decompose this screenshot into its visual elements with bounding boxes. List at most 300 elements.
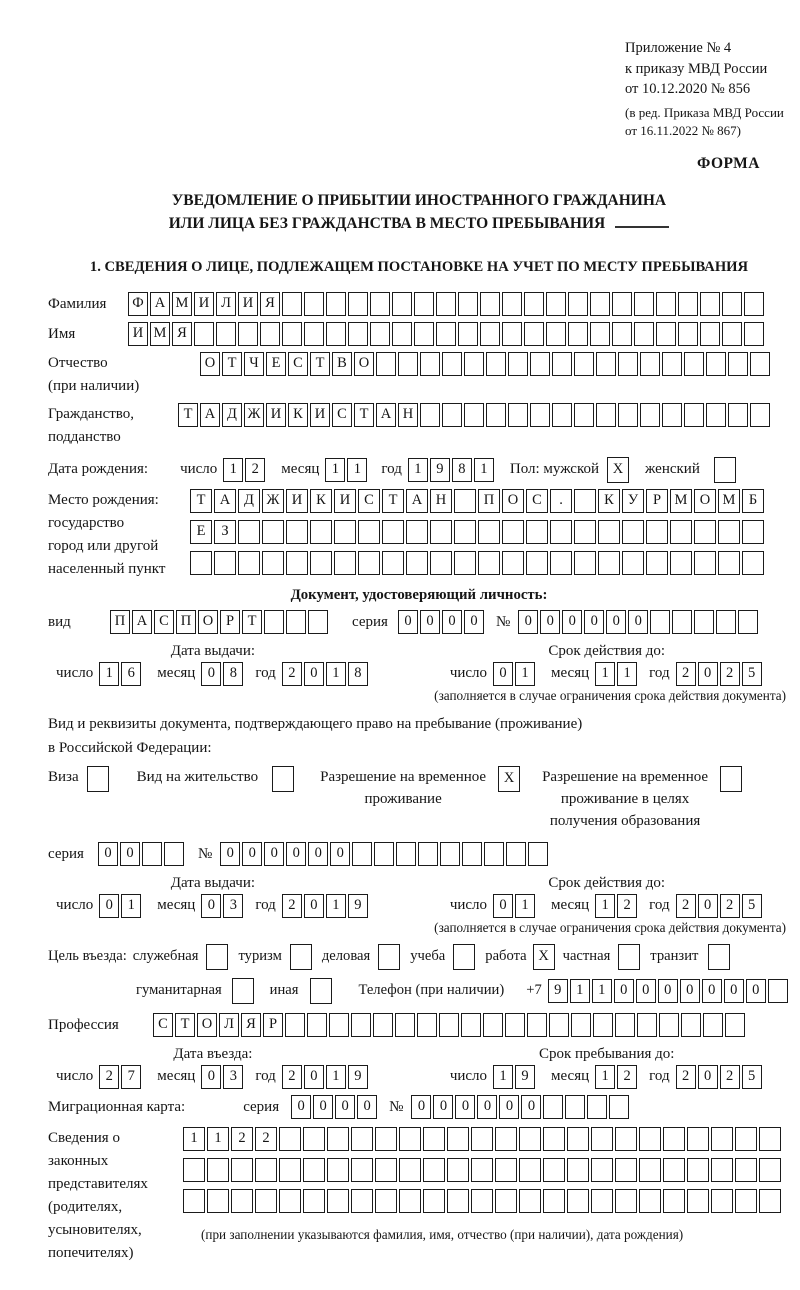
form-cell[interactable] (303, 1127, 325, 1151)
form-cell[interactable]: И (266, 403, 286, 427)
form-cell[interactable]: 8 (452, 458, 472, 482)
form-cell[interactable] (591, 1127, 613, 1151)
form-cell[interactable] (370, 292, 390, 316)
form-cell[interactable]: 0 (493, 894, 513, 918)
form-cell[interactable]: 9 (348, 894, 368, 918)
form-cell[interactable]: 0 (304, 662, 324, 686)
form-cell[interactable]: 0 (242, 842, 262, 866)
form-cell[interactable]: 0 (98, 842, 118, 866)
form-cell[interactable]: К (598, 489, 620, 513)
form-cell[interactable] (392, 292, 412, 316)
form-cell[interactable] (308, 610, 328, 634)
form-cell[interactable] (216, 322, 236, 346)
form-cell[interactable]: 2 (720, 662, 740, 686)
form-cell[interactable] (694, 551, 716, 575)
form-cell[interactable]: 2 (720, 1065, 740, 1089)
form-cell[interactable] (530, 352, 550, 376)
form-cell[interactable] (711, 1158, 733, 1182)
form-cell[interactable] (615, 1189, 637, 1213)
form-cell[interactable] (478, 551, 500, 575)
form-cell[interactable]: О (197, 1013, 217, 1037)
form-cell[interactable] (454, 520, 476, 544)
form-cell[interactable] (370, 322, 390, 346)
form-cell[interactable]: 0 (304, 894, 324, 918)
form-cell[interactable] (571, 1013, 591, 1037)
form-cell[interactable] (618, 403, 638, 427)
form-cell[interactable] (590, 292, 610, 316)
form-cell[interactable] (286, 551, 308, 575)
form-cell[interactable] (546, 322, 566, 346)
form-cell[interactable]: 0 (702, 979, 722, 1003)
form-cell[interactable] (279, 1189, 301, 1213)
form-cell[interactable]: С (154, 610, 174, 634)
form-cell[interactable] (519, 1189, 541, 1213)
form-cell[interactable]: 0 (493, 662, 513, 686)
form-cell[interactable]: У (622, 489, 644, 513)
form-cell[interactable]: 0 (411, 1095, 431, 1119)
form-cell[interactable]: 0 (308, 842, 328, 866)
form-cell[interactable] (352, 842, 372, 866)
form-cell[interactable]: С (288, 352, 308, 376)
form-cell[interactable] (759, 1127, 781, 1151)
form-cell[interactable] (574, 403, 594, 427)
form-cell[interactable] (483, 1013, 503, 1037)
purpose-transit-checkbox[interactable] (708, 944, 730, 970)
form-cell[interactable] (639, 1127, 661, 1151)
form-cell[interactable] (238, 551, 260, 575)
form-cell[interactable]: 3 (223, 894, 243, 918)
form-cell[interactable] (279, 1127, 301, 1151)
form-cell[interactable] (759, 1158, 781, 1182)
form-cell[interactable] (687, 1189, 709, 1213)
form-cell[interactable] (519, 1158, 541, 1182)
form-cell[interactable] (480, 292, 500, 316)
purpose-study-checkbox[interactable] (453, 944, 475, 970)
form-cell[interactable] (505, 1013, 525, 1037)
form-cell[interactable] (663, 1158, 685, 1182)
form-cell[interactable] (164, 842, 184, 866)
form-cell[interactable] (703, 1013, 723, 1037)
form-cell[interactable]: 0 (518, 610, 538, 634)
form-cell[interactable] (304, 292, 324, 316)
form-cell[interactable] (462, 842, 482, 866)
form-cell[interactable] (406, 551, 428, 575)
form-cell[interactable]: А (132, 610, 152, 634)
form-cell[interactable]: 0 (313, 1095, 333, 1119)
form-cell[interactable]: 2 (282, 662, 302, 686)
form-cell[interactable] (640, 403, 660, 427)
form-cell[interactable] (282, 322, 302, 346)
form-cell[interactable] (260, 322, 280, 346)
form-cell[interactable] (615, 1013, 635, 1037)
form-cell[interactable] (546, 292, 566, 316)
form-cell[interactable]: 0 (636, 979, 656, 1003)
form-cell[interactable]: М (150, 322, 170, 346)
form-cell[interactable] (574, 489, 596, 513)
form-cell[interactable]: 5 (742, 894, 762, 918)
form-cell[interactable] (550, 520, 572, 544)
form-cell[interactable] (142, 842, 162, 866)
form-cell[interactable] (725, 1013, 745, 1037)
form-cell[interactable]: 0 (264, 842, 284, 866)
form-cell[interactable]: 1 (183, 1127, 205, 1151)
form-cell[interactable] (678, 292, 698, 316)
form-cell[interactable] (759, 1189, 781, 1213)
form-cell[interactable] (735, 1189, 757, 1213)
form-cell[interactable] (526, 520, 548, 544)
form-cell[interactable] (442, 403, 462, 427)
title-blank-line[interactable] (615, 212, 669, 228)
form-cell[interactable] (543, 1127, 565, 1151)
form-cell[interactable]: О (200, 352, 220, 376)
form-cell[interactable]: 0 (477, 1095, 497, 1119)
form-cell[interactable] (728, 352, 748, 376)
form-cell[interactable]: 2 (245, 458, 265, 482)
form-cell[interactable] (639, 1158, 661, 1182)
form-cell[interactable] (681, 1013, 701, 1037)
form-cell[interactable]: Т (310, 352, 330, 376)
form-cell[interactable] (700, 292, 720, 316)
form-cell[interactable] (351, 1127, 373, 1151)
form-cell[interactable]: 0 (201, 894, 221, 918)
form-cell[interactable] (549, 1013, 569, 1037)
form-cell[interactable] (543, 1189, 565, 1213)
form-cell[interactable]: О (198, 610, 218, 634)
form-cell[interactable]: И (286, 489, 308, 513)
form-cell[interactable] (327, 1189, 349, 1213)
form-cell[interactable]: 1 (595, 894, 615, 918)
form-cell[interactable] (670, 551, 692, 575)
form-cell[interactable] (646, 520, 668, 544)
form-cell[interactable]: 0 (433, 1095, 453, 1119)
form-cell[interactable] (728, 403, 748, 427)
form-cell[interactable]: 5 (742, 1065, 762, 1089)
form-cell[interactable] (238, 322, 258, 346)
form-cell[interactable] (565, 1095, 585, 1119)
form-cell[interactable]: 0 (614, 979, 634, 1003)
form-cell[interactable] (574, 520, 596, 544)
form-cell[interactable] (637, 1013, 657, 1037)
form-cell[interactable]: С (153, 1013, 173, 1037)
form-cell[interactable]: 1 (207, 1127, 229, 1151)
form-cell[interactable]: И (194, 292, 214, 316)
form-cell[interactable] (310, 551, 332, 575)
form-cell[interactable] (461, 1013, 481, 1037)
form-cell[interactable] (615, 1127, 637, 1151)
form-cell[interactable] (574, 352, 594, 376)
form-cell[interactable] (207, 1189, 229, 1213)
form-cell[interactable]: И (310, 403, 330, 427)
form-cell[interactable] (552, 352, 572, 376)
form-cell[interactable] (615, 1158, 637, 1182)
form-cell[interactable]: 2 (282, 1065, 302, 1089)
form-cell[interactable] (646, 551, 668, 575)
form-cell[interactable] (694, 520, 716, 544)
form-cell[interactable] (406, 520, 428, 544)
form-cell[interactable] (382, 551, 404, 575)
form-cell[interactable]: Т (175, 1013, 195, 1037)
form-cell[interactable]: Д (238, 489, 260, 513)
form-cell[interactable]: А (214, 489, 236, 513)
form-cell[interactable]: П (176, 610, 196, 634)
purpose-official-checkbox[interactable] (206, 944, 228, 970)
form-cell[interactable]: 2 (282, 894, 302, 918)
form-cell[interactable]: И (238, 292, 258, 316)
form-cell[interactable]: 2 (617, 1065, 637, 1089)
form-cell[interactable] (348, 292, 368, 316)
form-cell[interactable]: О (354, 352, 374, 376)
residence-permit-checkbox[interactable] (272, 766, 294, 792)
form-cell[interactable] (375, 1127, 397, 1151)
form-cell[interactable]: Р (263, 1013, 283, 1037)
form-cell[interactable] (414, 292, 434, 316)
form-cell[interactable] (750, 403, 770, 427)
form-cell[interactable] (310, 520, 332, 544)
form-cell[interactable] (591, 1189, 613, 1213)
form-cell[interactable]: 1 (347, 458, 367, 482)
form-cell[interactable] (183, 1158, 205, 1182)
form-cell[interactable]: Ж (262, 489, 284, 513)
form-cell[interactable] (768, 979, 788, 1003)
form-cell[interactable] (392, 322, 412, 346)
form-cell[interactable] (264, 610, 284, 634)
form-cell[interactable]: 1 (223, 458, 243, 482)
form-cell[interactable] (718, 551, 740, 575)
form-cell[interactable] (618, 352, 638, 376)
form-cell[interactable] (454, 489, 476, 513)
form-cell[interactable] (634, 322, 654, 346)
form-cell[interactable] (375, 1158, 397, 1182)
form-cell[interactable] (722, 292, 742, 316)
form-cell[interactable] (358, 520, 380, 544)
form-cell[interactable] (684, 352, 704, 376)
form-cell[interactable]: 9 (430, 458, 450, 482)
form-cell[interactable]: А (200, 403, 220, 427)
form-cell[interactable] (662, 403, 682, 427)
form-cell[interactable]: 0 (521, 1095, 541, 1119)
form-cell[interactable] (663, 1127, 685, 1151)
form-cell[interactable]: Н (430, 489, 452, 513)
form-cell[interactable] (524, 292, 544, 316)
form-cell[interactable] (262, 551, 284, 575)
form-cell[interactable] (706, 403, 726, 427)
form-cell[interactable] (303, 1158, 325, 1182)
form-cell[interactable] (375, 1189, 397, 1213)
form-cell[interactable]: 0 (698, 894, 718, 918)
form-cell[interactable]: Т (190, 489, 212, 513)
form-cell[interactable]: 1 (326, 1065, 346, 1089)
form-cell[interactable] (591, 1158, 613, 1182)
form-cell[interactable] (596, 403, 616, 427)
form-cell[interactable]: Я (260, 292, 280, 316)
form-cell[interactable]: К (310, 489, 332, 513)
form-cell[interactable]: 0 (286, 842, 306, 866)
form-cell[interactable] (326, 292, 346, 316)
form-cell[interactable]: 2 (676, 894, 696, 918)
form-cell[interactable] (656, 292, 676, 316)
form-cell[interactable]: 0 (455, 1095, 475, 1119)
form-cell[interactable] (420, 403, 440, 427)
form-cell[interactable]: 1 (326, 894, 346, 918)
form-cell[interactable] (640, 352, 660, 376)
form-cell[interactable]: 1 (515, 662, 535, 686)
form-cell[interactable] (508, 352, 528, 376)
form-cell[interactable] (440, 842, 460, 866)
form-cell[interactable] (399, 1158, 421, 1182)
form-cell[interactable] (382, 520, 404, 544)
form-cell[interactable] (471, 1127, 493, 1151)
form-cell[interactable]: 0 (398, 610, 418, 634)
form-cell[interactable]: Р (646, 489, 668, 513)
form-cell[interactable]: 3 (223, 1065, 243, 1089)
form-cell[interactable] (471, 1189, 493, 1213)
form-cell[interactable] (552, 403, 572, 427)
form-cell[interactable]: Я (241, 1013, 261, 1037)
form-cell[interactable]: 0 (540, 610, 560, 634)
form-cell[interactable] (506, 842, 526, 866)
form-cell[interactable]: Т (354, 403, 374, 427)
form-cell[interactable] (480, 322, 500, 346)
form-cell[interactable]: В (332, 352, 352, 376)
form-cell[interactable] (508, 403, 528, 427)
form-cell[interactable] (750, 352, 770, 376)
form-cell[interactable] (471, 1158, 493, 1182)
form-cell[interactable]: 0 (746, 979, 766, 1003)
form-cell[interactable] (700, 322, 720, 346)
form-cell[interactable] (326, 322, 346, 346)
form-cell[interactable]: М (670, 489, 692, 513)
purpose-humanitarian-checkbox[interactable] (232, 978, 254, 1004)
form-cell[interactable] (423, 1158, 445, 1182)
form-cell[interactable] (744, 292, 764, 316)
form-cell[interactable]: 0 (584, 610, 604, 634)
form-cell[interactable]: Л (219, 1013, 239, 1037)
form-cell[interactable]: Б (742, 489, 764, 513)
form-cell[interactable] (530, 403, 550, 427)
form-cell[interactable] (418, 842, 438, 866)
form-cell[interactable] (587, 1095, 607, 1119)
form-cell[interactable] (238, 520, 260, 544)
form-cell[interactable] (612, 292, 632, 316)
form-cell[interactable]: З (214, 520, 236, 544)
form-cell[interactable]: И (334, 489, 356, 513)
form-cell[interactable]: 2 (255, 1127, 277, 1151)
form-cell[interactable]: 1 (570, 979, 590, 1003)
form-cell[interactable] (687, 1158, 709, 1182)
form-cell[interactable] (399, 1189, 421, 1213)
form-cell[interactable]: 9 (348, 1065, 368, 1089)
form-cell[interactable]: 0 (357, 1095, 377, 1119)
form-cell[interactable] (436, 322, 456, 346)
form-cell[interactable]: 0 (99, 894, 119, 918)
form-cell[interactable] (231, 1158, 253, 1182)
form-cell[interactable]: С (358, 489, 380, 513)
form-cell[interactable] (417, 1013, 437, 1037)
form-cell[interactable]: 0 (442, 610, 462, 634)
form-cell[interactable] (207, 1158, 229, 1182)
form-cell[interactable]: Т (222, 352, 242, 376)
form-cell[interactable] (395, 1013, 415, 1037)
form-cell[interactable] (396, 842, 416, 866)
form-cell[interactable] (526, 551, 548, 575)
form-cell[interactable] (358, 551, 380, 575)
form-cell[interactable] (458, 292, 478, 316)
form-cell[interactable] (735, 1158, 757, 1182)
form-cell[interactable]: 0 (698, 1065, 718, 1089)
form-cell[interactable]: 0 (335, 1095, 355, 1119)
form-cell[interactable] (744, 322, 764, 346)
form-cell[interactable]: 0 (628, 610, 648, 634)
form-cell[interactable] (568, 292, 588, 316)
form-cell[interactable]: 0 (606, 610, 626, 634)
form-cell[interactable] (718, 520, 740, 544)
form-cell[interactable] (694, 610, 714, 634)
form-cell[interactable]: 1 (325, 458, 345, 482)
form-cell[interactable]: П (478, 489, 500, 513)
form-cell[interactable]: 0 (201, 662, 221, 686)
form-cell[interactable] (231, 1189, 253, 1213)
form-cell[interactable] (327, 1127, 349, 1151)
form-cell[interactable] (596, 352, 616, 376)
form-cell[interactable] (519, 1127, 541, 1151)
form-cell[interactable]: 8 (348, 662, 368, 686)
visa-checkbox[interactable] (87, 766, 109, 792)
form-cell[interactable] (678, 322, 698, 346)
form-cell[interactable]: Т (178, 403, 198, 427)
form-cell[interactable] (436, 292, 456, 316)
form-cell[interactable] (430, 551, 452, 575)
form-cell[interactable]: 2 (676, 1065, 696, 1089)
form-cell[interactable] (567, 1158, 589, 1182)
form-cell[interactable] (464, 403, 484, 427)
form-cell[interactable]: 0 (330, 842, 350, 866)
form-cell[interactable]: 2 (720, 894, 740, 918)
form-cell[interactable]: Л (216, 292, 236, 316)
form-cell[interactable]: 0 (680, 979, 700, 1003)
form-cell[interactable] (738, 610, 758, 634)
form-cell[interactable] (282, 292, 302, 316)
form-cell[interactable]: 1 (595, 662, 615, 686)
form-cell[interactable] (279, 1158, 301, 1182)
form-cell[interactable] (374, 842, 394, 866)
form-cell[interactable] (659, 1013, 679, 1037)
form-cell[interactable] (590, 322, 610, 346)
form-cell[interactable]: 0 (420, 610, 440, 634)
form-cell[interactable]: 1 (592, 979, 612, 1003)
purpose-work-checkbox[interactable]: X (533, 944, 555, 970)
form-cell[interactable]: С (526, 489, 548, 513)
form-cell[interactable] (351, 1013, 371, 1037)
form-cell[interactable]: 6 (121, 662, 141, 686)
form-cell[interactable]: 2 (231, 1127, 253, 1151)
form-cell[interactable] (190, 551, 212, 575)
form-cell[interactable] (329, 1013, 349, 1037)
form-cell[interactable]: М (172, 292, 192, 316)
purpose-tourism-checkbox[interactable] (290, 944, 312, 970)
form-cell[interactable] (486, 352, 506, 376)
form-cell[interactable]: . (550, 489, 572, 513)
form-cell[interactable]: И (128, 322, 148, 346)
form-cell[interactable]: 9 (548, 979, 568, 1003)
form-cell[interactable]: С (332, 403, 352, 427)
form-cell[interactable]: М (718, 489, 740, 513)
form-cell[interactable] (670, 520, 692, 544)
form-cell[interactable]: П (110, 610, 130, 634)
form-cell[interactable]: Т (242, 610, 262, 634)
form-cell[interactable]: А (376, 403, 396, 427)
form-cell[interactable] (454, 551, 476, 575)
form-cell[interactable] (214, 551, 236, 575)
